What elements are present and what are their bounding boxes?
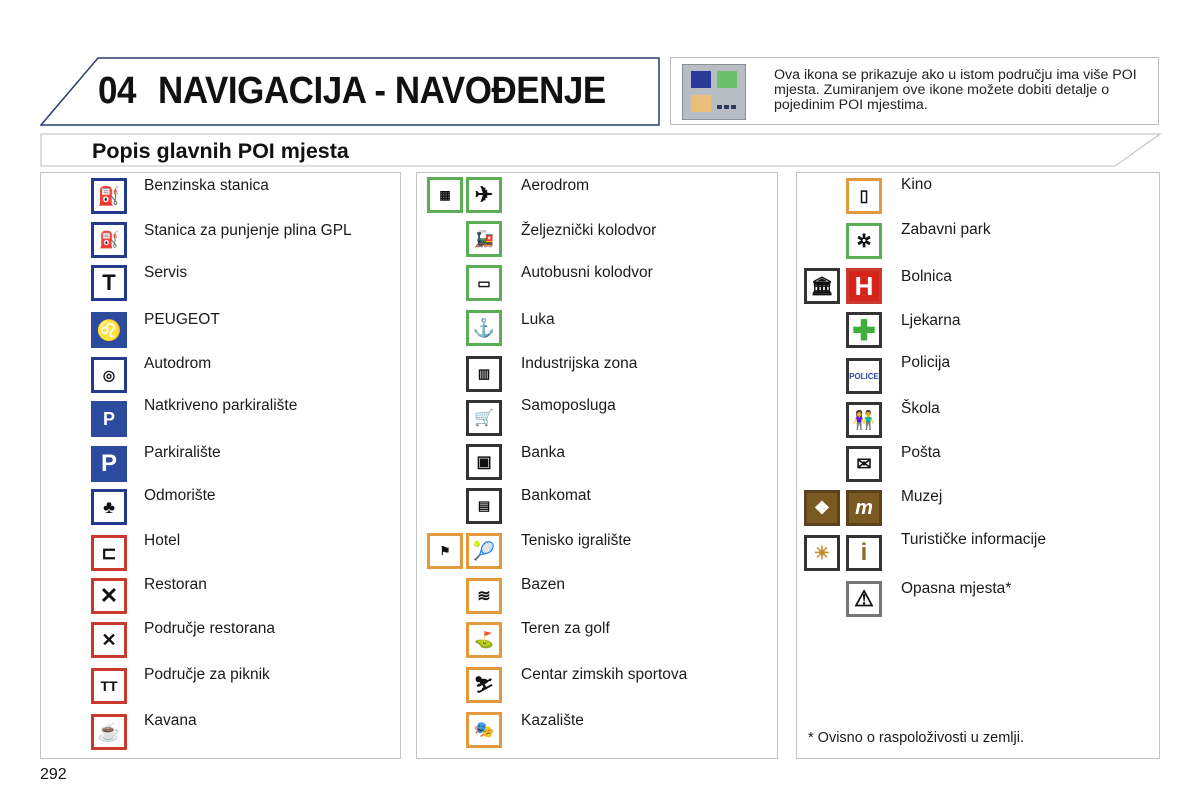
poi-label: Bazen: [521, 576, 565, 593]
rest-area-icon: ♣: [91, 489, 127, 525]
racetrack-icon: ◎: [91, 357, 127, 393]
golf-icon: ⛳: [466, 622, 502, 658]
poi-label: Bolnica: [901, 268, 952, 285]
info-rays-icon: ☀: [804, 535, 840, 571]
note-text: Ova ikona se prikazuje ako u istom području ima više POI mjesta. Zumiranjem ove ikone možete dobiti detalje o pojedinim POI mjestima.: [774, 67, 1137, 113]
poi-label: Hotel: [144, 532, 181, 549]
section-title: Popis glavnih POI mjesta: [92, 139, 349, 163]
poi-label: Zabavni park: [901, 221, 991, 238]
poi-label: Aerodrom: [521, 177, 590, 194]
tennis-icon: 🎾: [466, 533, 502, 569]
bank-icon: ▣: [466, 444, 502, 480]
supermarket-icon: 🛒: [466, 400, 502, 436]
poi-label: Restoran: [144, 576, 207, 593]
poi-label: Turističke informacije: [901, 531, 1046, 548]
bus-station-icon: ▭: [466, 265, 502, 301]
poi-label: Parkiralište: [144, 444, 221, 461]
poi-label: Tenisko igralište: [521, 532, 632, 549]
poi-label: Ljekarna: [901, 312, 961, 329]
poi-label: Područje za piknik: [144, 666, 270, 683]
poi-label: Muzej: [901, 488, 943, 505]
winter-sports-icon: ⛷: [466, 667, 502, 703]
poi-label: Teren za golf: [521, 620, 610, 637]
poi-label: Kavana: [144, 712, 197, 729]
port-icon: ⚓: [466, 310, 502, 346]
poi-label: Autodrom: [144, 355, 212, 372]
theatre-icon: 🎭: [466, 712, 502, 748]
pharmacy-icon: ✚: [846, 312, 882, 348]
poi-label: Policija: [901, 354, 951, 371]
service-icon: T: [91, 265, 127, 301]
chapter-number: 04: [98, 70, 136, 112]
poi-label: Opasna mjesta*: [901, 580, 1012, 597]
police-icon: POLICE: [846, 358, 882, 394]
poi-label: Benzinska stanica: [144, 177, 269, 194]
picnic-area-icon: TT: [91, 668, 127, 704]
poi-label: Kazalište: [521, 712, 584, 729]
sports-group-icon: ⚑: [427, 533, 463, 569]
poi-label: Odmorište: [144, 487, 216, 504]
restaurant-icon: ✕: [91, 578, 127, 614]
cinema-icon: ▯: [846, 178, 882, 214]
hotel-icon: ⊏: [91, 535, 127, 571]
poi-label: Škola: [901, 400, 940, 417]
multi-transport-icon: ▦: [427, 177, 463, 213]
footnote: * Ovisno o raspoloživosti u zemlji.: [808, 730, 1024, 746]
amusement-park-icon: ✲: [846, 223, 882, 259]
poi-label: Pošta: [901, 444, 941, 461]
swimming-pool-icon: ≋: [466, 578, 502, 614]
poi-label: Centar zimskih sportova: [521, 666, 688, 683]
danger-zone-icon: ⚠: [846, 581, 882, 617]
page-number: 292: [40, 766, 67, 783]
museum-icon: m: [846, 490, 882, 526]
tourist-info-icon: i: [846, 535, 882, 571]
atm-icon: ▤: [466, 488, 502, 524]
poi-label: Bankomat: [521, 487, 591, 504]
poi-label: Servis: [144, 264, 188, 281]
poi-label: Željeznički kolodvor: [521, 222, 657, 239]
post-office-icon: ✉: [846, 446, 882, 482]
poi-label: Stanica za punjenje plina GPL: [144, 222, 352, 239]
fuel-station-icon: ⛽: [91, 178, 127, 214]
multi-poi-icon: [682, 64, 746, 120]
museum-ornament-icon: ❖: [804, 490, 840, 526]
chapter-title: [98, 70, 606, 113]
poi-label: Kino: [901, 176, 933, 193]
cafe-icon: ☕: [91, 714, 127, 750]
restaurant-area-icon: ✕: [91, 622, 127, 658]
lpg-station-icon: ⛽: [91, 222, 127, 258]
poi-label: Natkriveno parkiralište: [144, 397, 298, 414]
chapter-title-text: NAVIGACIJA - NAVOĐENJE: [158, 70, 606, 112]
parking-icon: P: [91, 446, 127, 482]
institution-icon: 🏛: [804, 268, 840, 304]
poi-label: PEUGEOT: [144, 311, 220, 328]
poi-label: Industrijska zona: [521, 355, 638, 372]
poi-label: Autobusni kolodvor: [521, 264, 653, 281]
hospital-icon: H: [846, 268, 882, 304]
train-station-icon: 🚂: [466, 221, 502, 257]
peugeot-lion-icon: ♌: [91, 312, 127, 348]
school-icon: 👫: [846, 402, 882, 438]
poi-label: Luka: [521, 311, 555, 328]
poi-label: Područje restorana: [144, 620, 275, 637]
industrial-zone-icon: ▥: [466, 356, 502, 392]
poi-label: Banka: [521, 444, 565, 461]
airport-icon: ✈: [466, 177, 502, 213]
covered-parking-icon: P: [91, 401, 127, 437]
poi-label: Samoposluga: [521, 397, 616, 414]
